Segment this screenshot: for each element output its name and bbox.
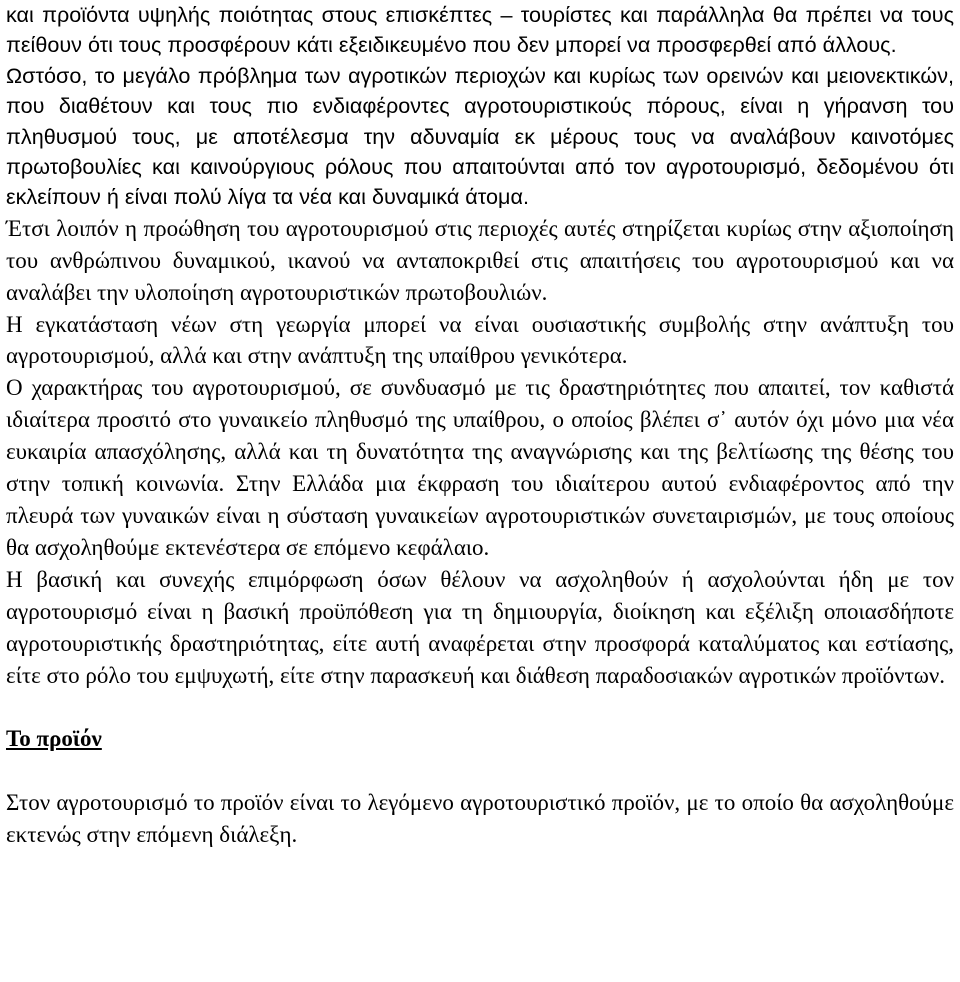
paragraph-women-agrotourism: Ο χαρακτήρας του αγροτουρισμού, σε συνδυασμό με τις δραστηριότητες που απαιτεί, τον καθιστά ιδιαίτερα προσιτό στο γυναικείο πληθυσμό της υπαίθρου, ο οποίος βλέπει σ᾽ αυτόν όχι μόνο μια νέα ευκαιρία απασχόλησης, αλλά και τη δυνατότητα της αναγνώρισης και της βελτίωσης της θέσης του στην τοπική κοινωνία. Στην Ελλάδα μια έκφραση του ιδιαίτερου αυτού ενδιαφέροντος από την πλευρά των γυναικών είναι η σύσταση γυναικείων αγροτουριστικών συνεταιρισμών, με τους οποίους θα ασχοληθούμε εκτενέστερα σε επόμενο κεφάλαιο. bbox=[6, 375, 954, 560]
section-heading-product: Το προϊόν bbox=[6, 726, 102, 752]
paragraph-product-intro: Στον αγροτουρισμό το προϊόν είναι το λεγόμενο αγροτουριστικό προϊόν, με το οποίο θα ασχοληθούμε εκτενώς στην επόμενη διάλεξη. bbox=[6, 790, 954, 848]
paragraph-continuous-training: Η βασική και συνεχής επιμόρφωση όσων θέλουν να ασχοληθούν ή ασχολούνται ήδη με τον αγροτουρισμό είναι η βασική προϋπόθεση για τη δημιουργία, διοίκηση και εξέλιξη οποιασδήποτε αγροτουριστικής δραστηριότητας, είτε αυτή αναφέρεται στην προσφορά καταλύματος και εστίασης, είτε στο ρόλο του εμψυχωτή, είτε στην παρασκευή και διάθεση παραδοσιακών αγροτικών προϊόντων. bbox=[6, 566, 954, 688]
paragraph-young-farmers: Η εγκατάσταση νέων στη γεωργία μπορεί να είναι ουσιαστικής συμβολής στην ανάπτυξη του αγροτουρισμού, αλλά και στην ανάπτυξη της υπαίθρου γενικότερα. bbox=[6, 311, 954, 369]
paragraph-intro-continuation: και προϊόντα υψηλής ποιότητας στους επισκέπτες – τουρίστες και παράλληλα θα πρέπει να τους πείθουν ότι τους προσφέρουν κάτι εξειδικευμένο που δεν μπορεί να προσφερθεί από άλλους. bbox=[6, 2, 954, 58]
paragraph-human-resources: Έτσι λοιπόν η προώθηση του αγροτουρισμού στις περιοχές αυτές στηρίζεται κυρίως στην αξιοποίηση του ανθρώπινου δυναμικού, ικανού να ανταποκριθεί στις απαιτήσεις του αγροτουρισμού και να αναλάβει την υλοποίηση αγροτουριστικών πρωτοβουλιών. bbox=[6, 215, 954, 305]
paragraph-rural-aging-problem: Ωστόσο, το μεγάλο πρόβλημα των αγροτικών περιοχών και κυρίως των ορεινών και μειονεκτικών, που διαθέτουν και τους πιο ενδιαφέροντες αγροτουριστικούς πόρους, είναι η γήρανση του πληθυσμού τους, με αποτέλεσμα την αδυναμία εκ μέρους τους να αναλάβουν καινοτόμες πρωτοβουλίες και καινούργιους ρόλους που απαιτούνται από τον αγροτουρισμό, δεδομένου ότι εκλείπουν ή είναι πολύ λίγα τα νέα και δυναμικά άτομα. bbox=[6, 62, 954, 210]
document-page bbox=[6, 0, 954, 851]
